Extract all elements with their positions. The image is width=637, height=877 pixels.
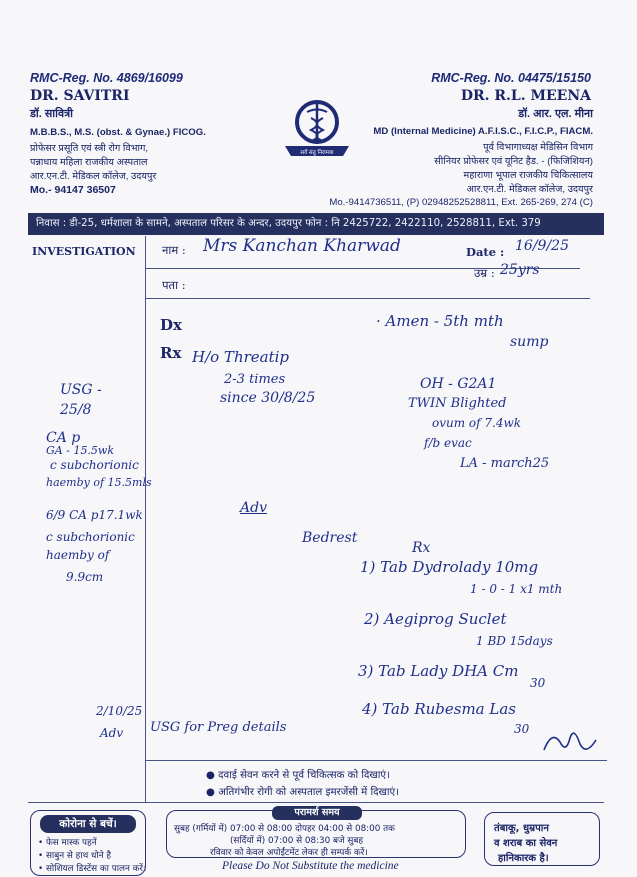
- right-doctor-line4: आर.एन.टी. मेडिकल कॉलेज, उदयपुर: [466, 184, 593, 195]
- notice-2-text: अतिगंभीर रोगी को अस्पताल इमरजेंसी में दिखाएं।: [218, 787, 399, 798]
- doctor-signature-icon: [540, 720, 600, 760]
- medicine-2-dose: 1 BD 15days: [476, 634, 553, 648]
- consultation-line-2: (सर्दियों में) 07:00 से 08:30 बजे सुबह: [230, 836, 364, 846]
- medicine-3: 3) Tab Lady DHA Cm: [358, 662, 519, 680]
- tobacco-line-2: व शराब का सेवन: [494, 838, 558, 849]
- logo-caption: सर्वे संतु निरामया: [300, 150, 334, 156]
- medicine-1: 1) Tab Dydrolady 10mg: [360, 558, 539, 576]
- tobacco-line-1: तंबाकू, धुम्रपान: [494, 823, 549, 834]
- left-doctor-line3: आर.एन.टी. मेडिकल कॉलेज, उदयपुर: [30, 171, 157, 182]
- since-date-note: since 30/8/25: [220, 390, 316, 406]
- right-doctor-name-hindi: डॉ. आर. एल. मीना: [518, 108, 593, 120]
- right-doctor-degree: MD (Internal Medicine) A.F.I.S.C., F.I.C.P., FIACM.: [373, 126, 593, 137]
- medicine-3-qty: 30: [530, 676, 546, 690]
- amenorrhea-note: · Amen - 5th mth: [376, 312, 504, 330]
- advice-note: Adv: [240, 500, 267, 516]
- right-doctor-mobile: Mo.-9414736511, (P) 02948252528811, Ext. 265-269, 274 (C): [329, 197, 593, 208]
- usg-note-2: 25/8: [60, 402, 92, 418]
- followup-note: USG for Preg details: [150, 720, 287, 735]
- left-doctor-degree: M.B.B.S., M.S. (obst. & Gynae.) FICOG.: [30, 127, 206, 138]
- row-divider: [145, 298, 590, 299]
- medicine-4: 4) Tab Rubesma Las: [362, 700, 516, 718]
- tobacco-line-3: हानिकारक है।: [498, 853, 549, 864]
- medicine-2: 2) Aegiprog Suclet: [364, 610, 507, 628]
- left-doctor-name: DR. SAVITRI: [30, 88, 130, 104]
- left-reg-number: RMC-Reg. No. 4869/16099: [30, 71, 183, 85]
- right-doctor-line1: पूर्व विभागाध्यक्ष मेडिसिन विभाग: [483, 142, 593, 153]
- left-doctor-line1: प्रोफेसर प्रसूति एवं स्त्री रोग विभाग,: [30, 143, 149, 154]
- twin-note-1: TWIN Blighted: [408, 396, 507, 411]
- right-reg-number: RMC-Reg. No. 04475/15150: [431, 71, 591, 85]
- dx-symbol: Dx: [160, 316, 182, 334]
- twin-note-3: f/b evac: [424, 436, 472, 450]
- history-note-2: 2-3 times: [224, 372, 286, 387]
- usg-note-7: 6/9 CA p17.1wk: [46, 508, 143, 522]
- right-doctor-name: DR. R.L. MEENA: [460, 88, 591, 104]
- right-doctor-line2: सीनियर प्रोफेसर एवं यूनिट हैड. - (फिजिशियन): [434, 156, 593, 167]
- name-label: नाम :: [162, 243, 186, 257]
- rx-symbol: Rx: [160, 344, 182, 362]
- followup-date: 2/10/25: [96, 704, 143, 718]
- address-band: निवास : डी-25, धर्मशाला के सामने, अस्पताल परिसर के अन्दर, उदयपुर फोन : नि 2425722, 2422110, 2528811, Ext. 379: [28, 213, 604, 235]
- patient-age: 25yrs: [500, 262, 540, 278]
- row-divider: [145, 760, 607, 761]
- notice-2: ● अतिगंभीर रोगी को अस्पताल इमरजेंसी में दिखाएं।: [206, 787, 399, 798]
- usg-note-8: c subchorionic: [46, 530, 135, 544]
- usg-note-1: USG -: [60, 382, 102, 398]
- corona-item-2: • साबुन से हाथ धोने है: [38, 851, 112, 861]
- visit-date: 16/9/25: [515, 238, 569, 254]
- consultation-line-1: सुबह (गर्मियों में) 07:00 से 08:00 दोपहर 04:00 से 08:00 तक: [174, 824, 395, 834]
- obstetric-history: OH - G2A1: [420, 376, 497, 392]
- left-doctor-mobile: Mo.- 94147 36507: [30, 184, 116, 196]
- notice-1: ● दवाई सेवन करने से पूर्व चिकित्सक को दिखाएं।: [206, 770, 390, 781]
- left-doctor-name-hindi: डॉ. सावित्री: [30, 108, 74, 120]
- notice-1-text: दवाई सेवन करने से पूर्व चिकित्सक को दिखाएं।: [218, 770, 390, 781]
- usg-note-5: c subchorionic: [50, 458, 139, 472]
- age-label: उम्र :: [474, 266, 495, 280]
- followup-advice: Adv: [100, 726, 124, 740]
- usg-note-6: haemby of 15.5mls: [46, 476, 152, 489]
- bedrest-note: Bedrest: [302, 530, 358, 546]
- right-doctor-line3: महाराणा भूपाल राजकीय चिकित्सालय: [463, 170, 593, 181]
- row-divider: [28, 802, 604, 803]
- amenorrhea-note-2: sump: [510, 334, 549, 350]
- usg-note-10: 9.9cm: [66, 570, 104, 584]
- twin-note-4: LA - march25: [460, 456, 550, 471]
- patient-name: Mrs Kanchan Kharwad: [203, 236, 401, 256]
- corona-item-3: • सोशियल डिस्टेंस का पालन करें।: [38, 864, 147, 874]
- usg-note-4: GA - 15.5wk: [46, 444, 115, 457]
- footer-note: Please Do Not Substitute the medicine: [222, 860, 399, 872]
- address-label: पता :: [162, 278, 186, 292]
- corona-title: कोरोना से बचें।: [40, 815, 136, 833]
- consultation-line-3: रविवार को केवल अपोईंटमेंट लेकर ही सम्पर्क करें।: [210, 848, 368, 858]
- caduceus-logo-icon: [281, 94, 353, 162]
- medicine-1-dose: 1 - 0 - 1 x1 mth: [470, 582, 563, 596]
- usg-note-9: haemby of: [46, 548, 110, 562]
- consultation-title: परामर्श समय: [272, 806, 362, 820]
- usg-note-3: CA p: [46, 430, 81, 446]
- rx-mark: Rx: [412, 540, 431, 556]
- medicine-4-qty: 30: [514, 722, 530, 736]
- column-divider: [145, 236, 146, 802]
- twin-note-2: ovum of 7.4wk: [432, 416, 522, 430]
- corona-item-1: • फेस मास्क पहनें: [38, 838, 97, 848]
- history-note: H/o Threatip: [192, 348, 290, 366]
- investigation-label: INVESTIGATION: [32, 245, 136, 258]
- date-label: Date :: [466, 245, 505, 259]
- left-doctor-line2: पन्नाधाय महिला राजकीय अस्पताल: [30, 157, 148, 168]
